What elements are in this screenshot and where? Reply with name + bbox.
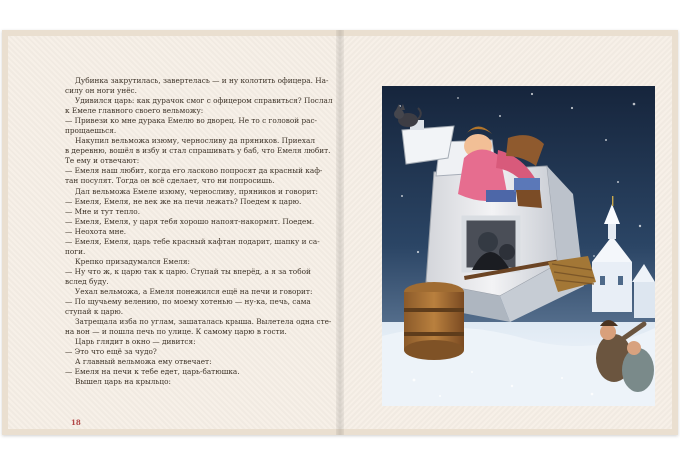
text-line: Царь глядит в окно — дивится:: [75, 337, 196, 347]
text-line: Вышел царь на крыльцо:: [75, 377, 171, 387]
left-page: [2, 30, 340, 435]
text-line: — Ну что ж, к царю так к царю. Ступай ты вперёд, а я за тобой: [65, 266, 311, 276]
text-line: ступай к царю.: [65, 307, 124, 317]
text-line: силу он ноги унёс.: [65, 86, 137, 96]
text-line: — Емеля, Емеля, не век же на печи лежать? Поедем к царю.: [65, 196, 302, 206]
book-spread: [2, 30, 678, 435]
barrel: [404, 282, 464, 360]
text-line: в деревню, вошёл в избу и стал спрашивать у баб, что Емеля любит.: [65, 146, 331, 156]
text-line: — Мне и тут тепло.: [65, 206, 141, 216]
text-line: А главный вельможа ему отвечает:: [75, 357, 212, 367]
text-line: Накупил вельможа изюму, черносливу да пряников. Приехал: [75, 136, 315, 146]
text-line: вслед буду.: [65, 276, 109, 286]
right-page: [340, 30, 678, 435]
book-gutter: [336, 30, 344, 435]
text-line: — Емеля наш любит, когда его ласково попросят да красный каф-: [65, 166, 323, 176]
text-line: Затрещала изба по углам, зашаталась крыша. Вылетела одна сте-: [75, 317, 332, 327]
text-line: Дал вельможа Емеле изюму, черносливу, пряников и говорит:: [75, 186, 318, 196]
text-line: Те ему и отвечают:: [65, 156, 140, 166]
text-line: — Емеля на печи к тебе едет, царь-батюшка.: [65, 367, 240, 377]
story-text: [65, 76, 337, 387]
text-line: Крепко призадумался Емеля:: [75, 256, 190, 266]
text-line: Удивился царь: как дурачок смог с офицером справиться? Послал: [75, 96, 333, 106]
page-number: 18: [71, 418, 81, 427]
text-line: прощаешься.: [65, 126, 117, 136]
text-line: — Емеля, Емеля, у царя тебя хорошо напоят-накормят. Поедем.: [65, 216, 315, 226]
text-line: Уехал вельможа, а Емеля понежился ещё на печи и говорит:: [75, 286, 313, 296]
text-line: — По щучьему велению, по моему хотенью — ну-ка, печь, сама: [65, 297, 311, 307]
text-line: — Емеля, Емеля, царь тебе красный кафтан подарит, шапку и са-: [65, 236, 320, 246]
illustration-svg: [382, 86, 655, 406]
text-line: Дубинка закрутилась, завертелась — и ну колотить офицера. На-: [75, 76, 329, 85]
text-line: на вон — и пошла печь по улице. К самому царю в гости.: [65, 327, 287, 337]
story-illustration: [382, 86, 655, 406]
text-line: — Неохота мне.: [65, 226, 127, 236]
text-line: тан посулят. Тогда он всё сделает, что ни попросишь.: [65, 176, 275, 186]
text-line: — Привези ко мне дурака Емелю во дворец. Не то с головой рас-: [65, 116, 318, 126]
text-line: поги.: [65, 246, 86, 256]
text-line: — Это что ещё за чудо?: [65, 347, 157, 357]
text-line: к Емеле главного своего вельможу:: [65, 106, 204, 116]
